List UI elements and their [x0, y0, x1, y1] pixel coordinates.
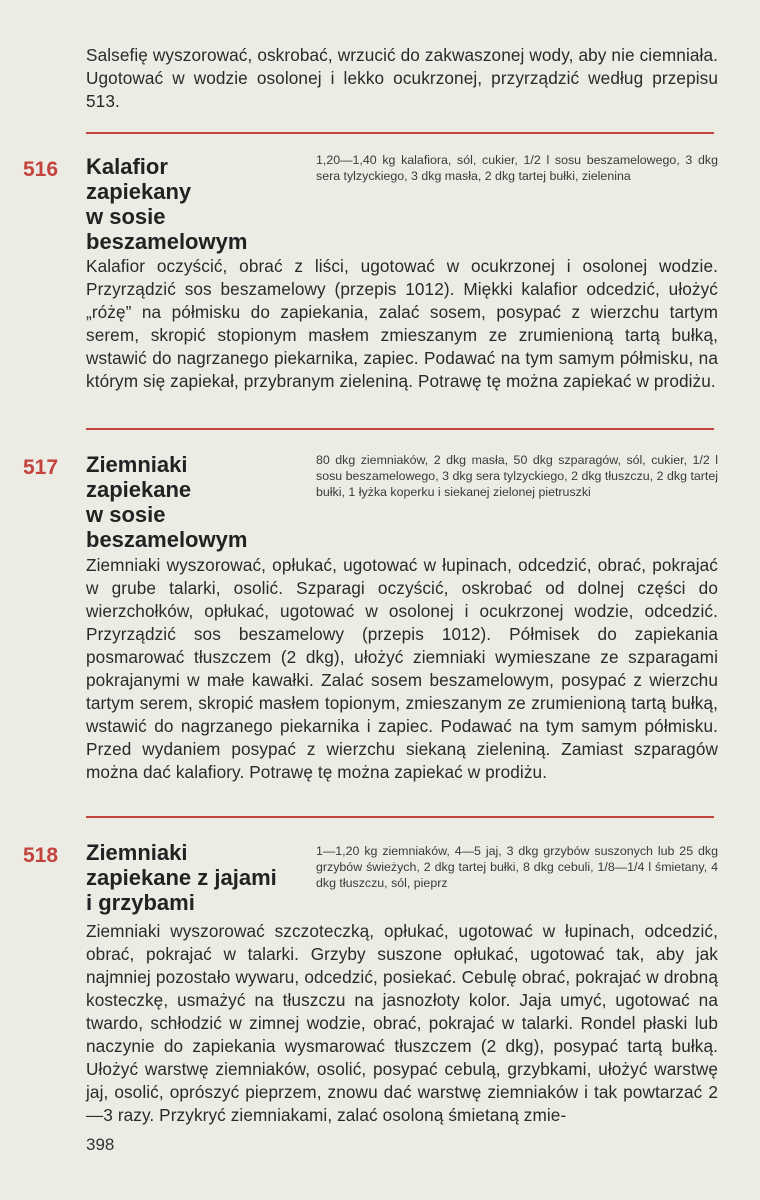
recipe-title [86, 840, 277, 915]
recipe-instructions: Ziemniaki wyszorować, opłukać, ugotować w łupinach, odcedzić, obrać, pokrajać w grube talarki, osolić. Szparagi oczyścić, oskrobać od dolnej części do wierzchołków, opłukać, ugotować w osolonej i ocukrzonej wodzie, odcedzić. Przyrządzić sos beszamelowy (przepis 1012). Półmisek do zapiekania posmarować tłuszczem (2 dkg), ułożyć ziemniaki wymieszane ze szparagami pokrajanymi w małe kawałki. Zalać sosem beszamelowym, posypać z wierzchu tartym serem, skropić masłem topionym, zmieszanym ze zrumienioną tartą bułką, wstawić do nagrzanego piekarnika i zapiec. Podawać na tym samym półmisku. Przed wydaniem posypać z wierzchu siekaną zieleniną. Zamiast szparagów można dać kalafiory. Potrawę tę można zapiekać w prodiżu. [86, 555, 718, 782]
section-divider-518 [86, 816, 714, 818]
recipe-ingredients: 1—1,20 kg ziemniaków, 4—5 jaj, 3 dkg grzybów suszonych lub 25 dkg grzybów świeżych, 2 dkg tartej bułki, 8 dkg cebuli, 1/8—1/4 l śmietany, 4 dkg tłuszczu, sól, pieprz [316, 844, 718, 890]
recipe-ingredients: 1,20—1,40 kg kalafiora, sól, cukier, 1/2 l sosu beszamelowego, 3 dkg sera tylzyckiego, 3 dkg masła, 2 dkg tartej bułki, zielenina [316, 153, 718, 183]
recipe-title-line: zapiekane [86, 477, 192, 502]
recipe-title-line: Ziemniaki [86, 840, 188, 865]
page-number: 398 [86, 1135, 115, 1154]
recipe-title-line: zapiekany [86, 179, 192, 204]
recipe-title [86, 154, 247, 254]
recipe-title-line: Ziemniaki [86, 452, 188, 477]
recipe-title-line: zapiekane z jajami [86, 865, 277, 890]
recipe-number: 516 [23, 158, 59, 181]
intro-paragraph: Salsefię wyszorować, oskrobać, wrzucić do zakwaszonej wody, aby nie ciemniała. Ugotować w wodzie osolonej i lekko ocukrzonej, przyrządzić według przepisu 513. [86, 45, 718, 111]
recipe-title-line: w sosie [86, 502, 166, 527]
recipe-title-line: w sosie [86, 204, 166, 229]
recipe-number: 518 [23, 844, 59, 867]
recipe-title-line: beszamelowym [86, 229, 248, 254]
recipe-instructions: Ziemniaki wyszorować szczoteczką, opłukać, ugotować w łupinach, odcedzić, obrać, pokrajać w talarki. Grzyby suszone opłukać, ugotować tak, aby jak najmniej pozostało wywaru, odcedzić, posiekać. Cebulę obrać, pokrajać w drobną kosteczkę, usmażyć na tłuszczu na jasnozłoty kolor. Jaja umyć, ugotować na twardo, schłodzić w zimnej wodzie, obrać, pokrajać w talarki. Rondel płaski lub naczynie do zapiekania wysmarować tłuszczem (2 dkg), posypać tartą bułką. Ułożyć warstwę ziemniaków, osolić, posypać cebulą, grzybkami, ułożyć warstwę jaj, osolić, oprószyć pieprzem, znowu dać warstwę ziemniaków i tak powtarzać 2—3 razy. Przykryć ziemniakami, zalać osoloną śmietaną zmie- [86, 921, 718, 1125]
recipe-title-line: Kalafior [86, 154, 168, 179]
section-divider-517 [86, 428, 714, 430]
recipe-title [86, 452, 247, 552]
section-divider-516 [86, 132, 714, 134]
recipe-number: 517 [23, 456, 59, 479]
recipe-title-line: beszamelowym [86, 527, 248, 552]
recipe-title-line: i grzybami [86, 890, 195, 915]
recipe-ingredients: 80 dkg ziemniaków, 2 dkg masła, 50 dkg szparagów, sól, cukier, 1/2 l sosu beszamelowego, 3 dkg sera tylzyckiego, 2 dkg tłuszczu, 2 dkg tartej bułki, 1 łyżka koperku i siekanej zielonej pietruszki [316, 453, 718, 499]
recipe-instructions: Kalafior oczyścić, obrać z liści, ugotować w ocukrzonej i osolonej wodzie. Przyrządzić sos beszamelowy (przepis 1012). Miękki kalafior odcedzić, ułożyć „różę” na półmisku do zapiekania, zalać sosem, posypać z wierzchu tartym serem, skropić stopionym masłem zmieszanym ze zrumienioną tartą bułką, wstawić do nagrzanego piekarnika, zapiec. Podawać na tym samym półmisku, na którym się zapiekał, przybranym zieleniną. Potrawę tę można zapiekać w prodiżu. [86, 256, 718, 391]
